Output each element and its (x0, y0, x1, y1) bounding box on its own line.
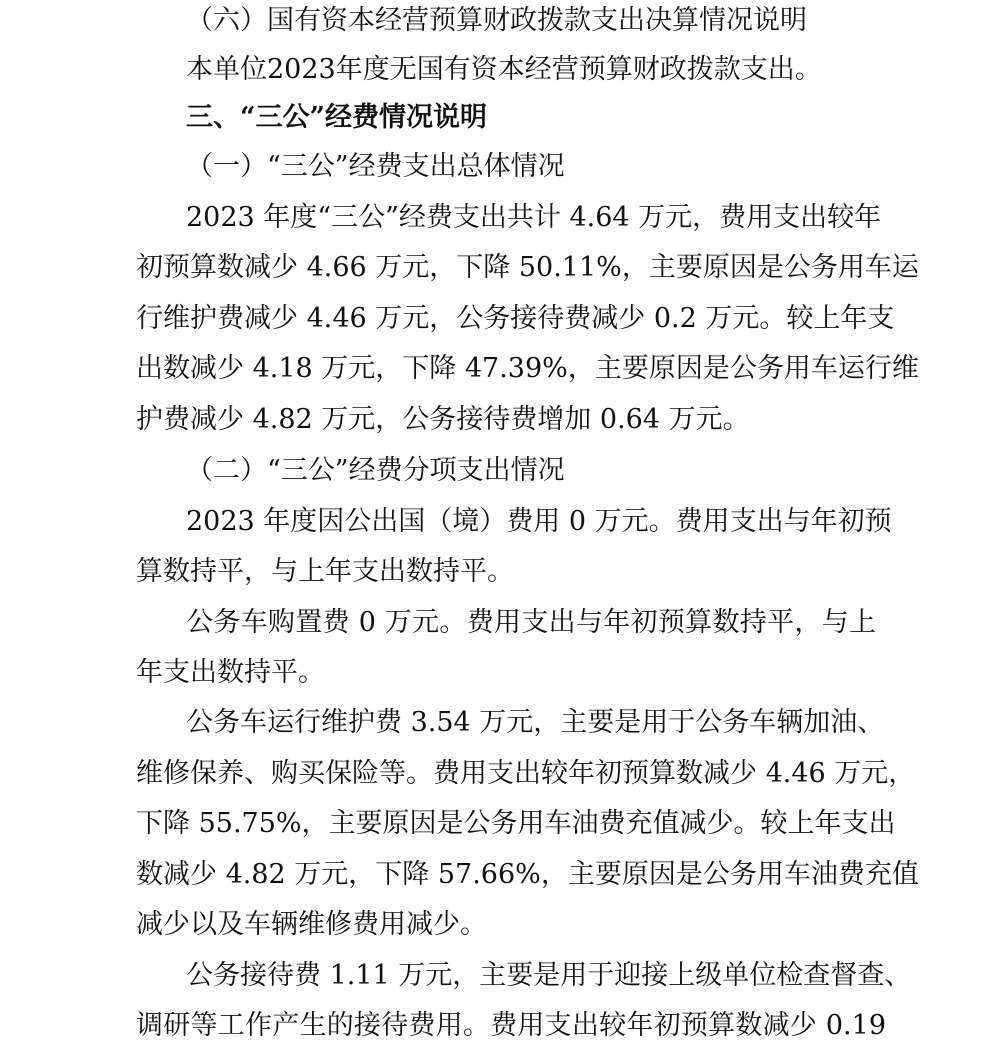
paragraph-line: 2023 年度“三公”经费支出共计 4.64 万元，费用支出较年 (186, 202, 882, 233)
paragraph-line: 本单位2023年度无国有资本经营预算财政拨款支出。 (186, 54, 822, 85)
paragraph-line: 数减少 4.82 万元，下降 57.66%，主要原因是公务用车油费充值 (136, 859, 919, 890)
paragraph-line: 调研等工作产生的接待费用。费用支出较年初预算数减少 0.19 (136, 1010, 886, 1041)
paragraph-line: 算数持平，与上年支出数持平。 (136, 556, 514, 587)
paragraph-line: 年支出数持平。 (136, 657, 325, 688)
paragraph-line: 2023 年度因公出国（境）费用 0 万元。费用支出与年初预 (186, 506, 892, 537)
paragraph-line: 公务车运行维护费 3.54 万元，主要是用于公务车辆加油、 (186, 707, 885, 738)
heading-subsection-2: （二）“三公”经费分项支出情况 (186, 455, 565, 486)
paragraph-line: 行维护费减少 4.46 万元，公务接待费减少 0.2 万元。较上年支 (136, 303, 895, 334)
paragraph-line: 下降 55.75%，主要原因是公务用车油费充值减少。较上年支出 (136, 808, 896, 839)
paragraph-line: 维修保养、购买保险等。费用支出较年初预算数减少 4.46 万元， (136, 758, 916, 789)
heading-subsection-1: （一）“三公”经费支出总体情况 (186, 151, 565, 182)
heading-section-6: （六）国有资本经营预算财政拨款支出决算情况说明 (186, 5, 807, 36)
paragraph-line: 公务接待费 1.11 万元，主要是用于迎接上级单位检查督查、 (186, 960, 912, 991)
paragraph-line: 出数减少 4.18 万元，下降 47.39%，主要原因是公务用车运行维 (136, 353, 919, 384)
paragraph-line: 护费减少 4.82 万元，公务接待费增加 0.64 万元。 (136, 404, 750, 435)
paragraph-line: 公务车购置费 0 万元。费用支出与年初预算数持平，与上 (186, 607, 876, 638)
heading-three-public: 三、“三公”经费情况说明 (186, 102, 488, 133)
paragraph-line: 初预算数减少 4.66 万元，下降 50.11%，主要原因是公务用车运 (136, 252, 919, 283)
paragraph-line: 减少以及车辆维修费用减少。 (136, 909, 487, 940)
